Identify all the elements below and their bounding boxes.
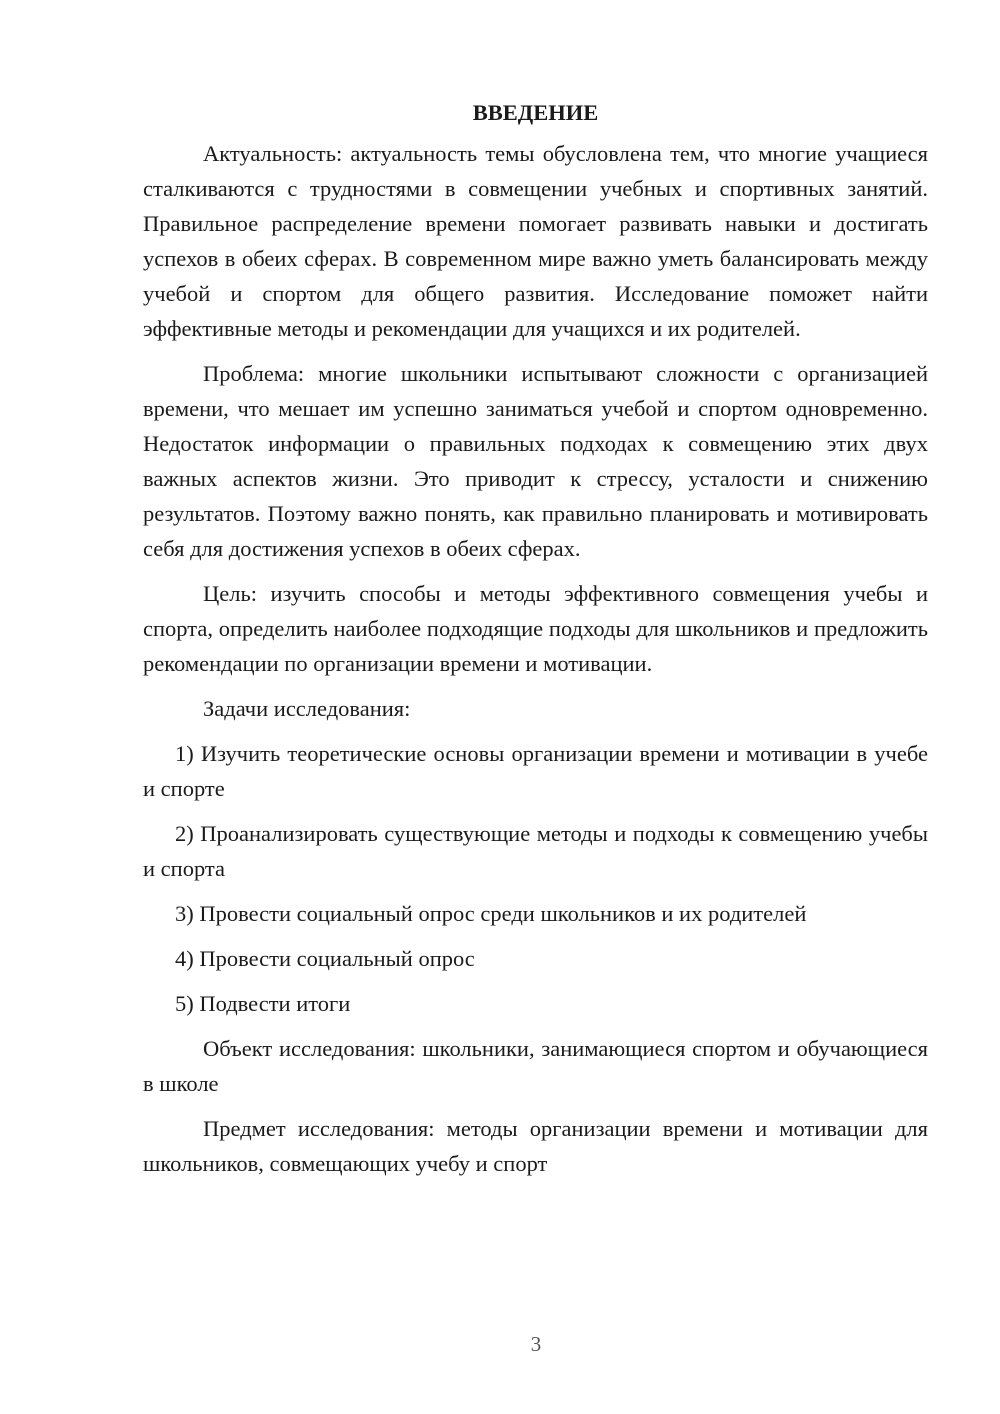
task-item-2: 2) Проанализировать существующие методы и подходы к совмещению учебы и спорта xyxy=(143,821,928,881)
task-item-1: 1) Изучить теоретические основы организации времени и мотивации в учебе и спорте xyxy=(143,741,928,801)
task-item-4: 4) Провести социальный опрос xyxy=(175,946,475,971)
paragraph-problem: Проблема: многие школьники испытывают сложности с организацией времени, что мешает им успешно заниматься учебой и спортом одновременно. Недостаток информации о правильных подходах к совмещению этих двух важных аспектов жизни. Это приводит к стрессу, усталости и снижению результатов. Поэтому важно понять, как правильно планировать и мотивировать себя для достижения успехов в обеих сферах. xyxy=(143,361,928,561)
paragraph-subject: Предмет исследования: методы организации времени и мотивации для школьников, совмещающих учебу и спорт xyxy=(143,1116,928,1176)
document-page xyxy=(143,95,928,1191)
task-item-3: 3) Провести социальный опрос среди школьников и их родителей xyxy=(175,901,807,926)
task-item-5: 5) Подвести итоги xyxy=(175,991,351,1016)
page-title: ВВЕДЕНИЕ xyxy=(472,100,599,125)
page-number: 3 xyxy=(530,1332,542,1356)
paragraph-tasks-intro: Задачи исследования: xyxy=(203,696,411,721)
paragraph-relevance: Актуальность: актуальность темы обусловлена тем, что многие учащиеся сталкиваются с трудностями в совмещении учебных и спортивных занятий. Правильное распределение времени помогает развивать навыки и достигать успехов в обеих сферах. В современном мире важно уметь балансировать между учебой и спортом для общего развития. Исследование поможет найти эффективные методы и рекомендации для учащихся и их родителей. xyxy=(143,141,928,341)
paragraph-goal: Цель: изучить способы и методы эффективного совмещения учебы и спорта, определить наиболее подходящие подходы для школьников и предложить рекомендации по организации времени и мотивации. xyxy=(143,581,928,676)
paragraph-object: Объект исследования: школьники, занимающиеся спортом и обучающиеся в школе xyxy=(143,1036,928,1096)
